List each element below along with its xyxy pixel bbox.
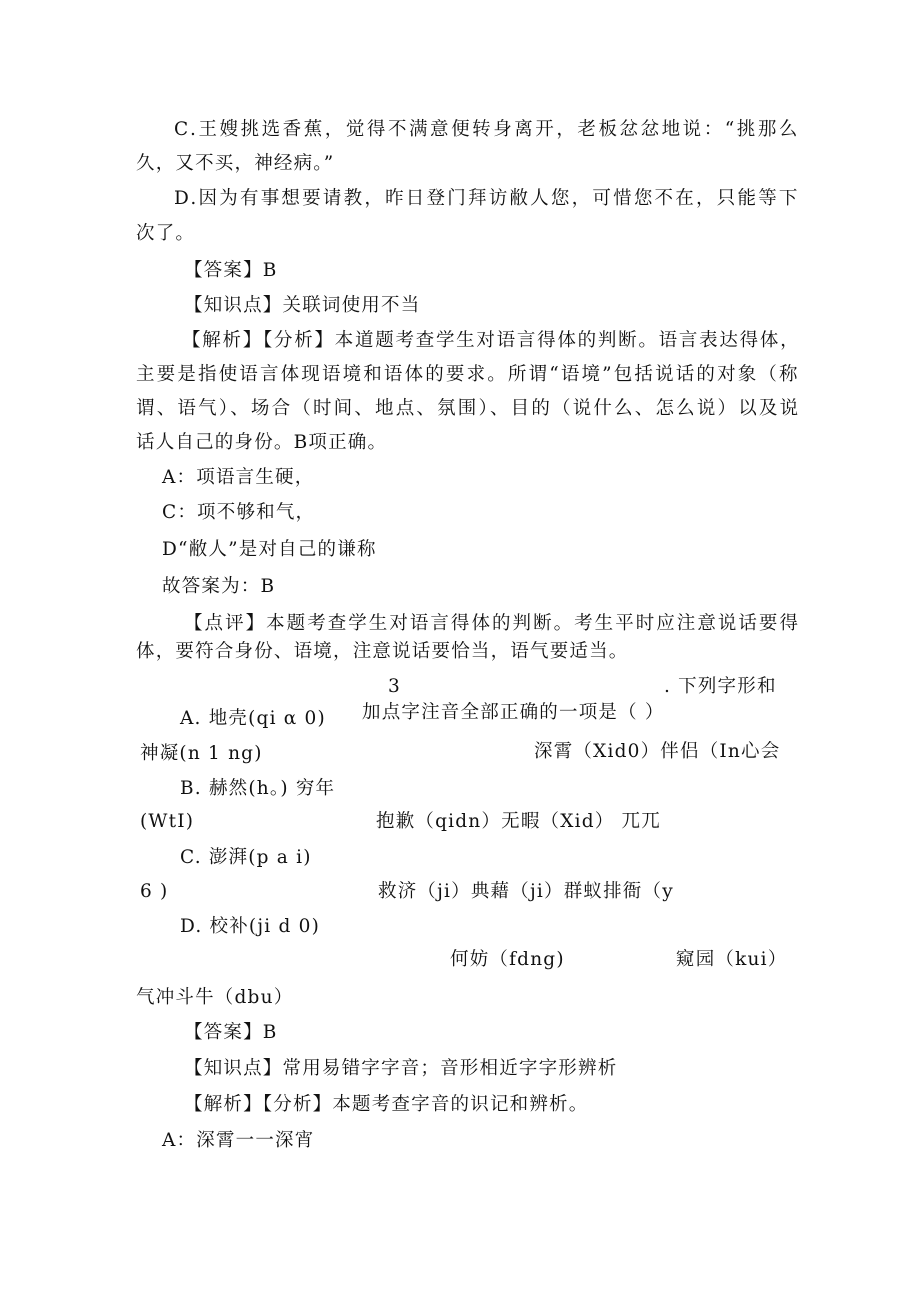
question-stem-part-1: . 下列字形和 (664, 676, 777, 697)
question-number: 3 (388, 676, 401, 697)
option-c-line-2: 久，又不买，神经病。” (136, 153, 335, 174)
option-a-part-3: 深霄（Xid0）伴侣（In心会 (534, 741, 781, 762)
option-a-part-1: A. 地壳(qi α 0) (180, 708, 326, 729)
analysis-1-a: A：项语言生硬， (162, 467, 315, 488)
option-a-part-2: 神凝(n 1 ng) (140, 743, 263, 764)
option-d-part-1: D. 校补(ji d 0) (180, 916, 320, 937)
knowledge-point-2: 【知识点】常用易错字字音；音形相近字字形辨析 (184, 1058, 618, 1079)
analysis-1-line-3: 谓、语气）、场合（时间、地点、氛围）、目的（说什么、怎么说）以及说 (136, 398, 801, 419)
analysis-1-c: C：项不够和气， (162, 502, 316, 523)
option-d-part-3: 窥园（kui） (676, 949, 788, 970)
knowledge-point-1: 【知识点】关联词使用不当 (184, 295, 421, 316)
analysis-2-line-1: 【解析】【分析】本题考查字音的识记和辨析。 (184, 1094, 589, 1115)
answer-1: 【答案】B (184, 260, 278, 281)
analysis-1-line-4: 话人自己的身份。B项正确。 (136, 432, 388, 453)
option-d-part-2: 何妨（fdng) (450, 949, 565, 970)
analysis-1-conclusion: 故答案为：B (162, 576, 276, 597)
option-d-line-1: D.因为有事想要请教，昨日登门拜访敝人您，可惜您不在，只能等下 (174, 188, 800, 209)
option-c-part-1: C. 澎湃(p a i) (180, 847, 312, 868)
option-d-line-2: 次了。 (136, 223, 196, 244)
comment-1-line-1: 【点评】本题考查学生对语言得体的判断。考生平时应注意说话要得 (184, 613, 801, 634)
option-b-part-1: B. 赫然(h。) 穷年 (180, 778, 336, 799)
analysis-2-a: A：深霄一一深宵 (162, 1130, 315, 1151)
option-c-part-3: 救济（ji）典藉（ji）群蚁排衙（y (378, 881, 674, 902)
option-c-line-1: C.王嫂挑选香蕉，觉得不满意便转身离开，老板忿忿地说：“挑那么 (174, 119, 800, 140)
option-b-part-3: 抱歉（qidn）无暇（Xid） 兀兀 (376, 811, 661, 832)
option-d-part-4: 气冲斗牛（dbu） (136, 987, 294, 1008)
comment-1-line-2: 体，要符合身份、语境，注意说话要恰当，语气要适当。 (136, 641, 629, 662)
answer-2: 【答案】B (184, 1022, 278, 1043)
option-b-part-2: (WtI) (140, 811, 195, 832)
analysis-1-d: D“敝人”是对自己的谦称 (162, 539, 377, 560)
question-stem-part-2: 加点字注音全部正确的一项是（ ） (362, 702, 665, 723)
analysis-1-line-1: 【解析】【分析】本道题考查学生对语言得体的判断。语言表达得体， (182, 330, 801, 351)
option-c-part-2: 6 ) (140, 881, 169, 902)
analysis-1-line-2: 主要是指使语言体现语境和语体的要求。所谓“语境”包括说话的对象（称 (136, 364, 800, 385)
